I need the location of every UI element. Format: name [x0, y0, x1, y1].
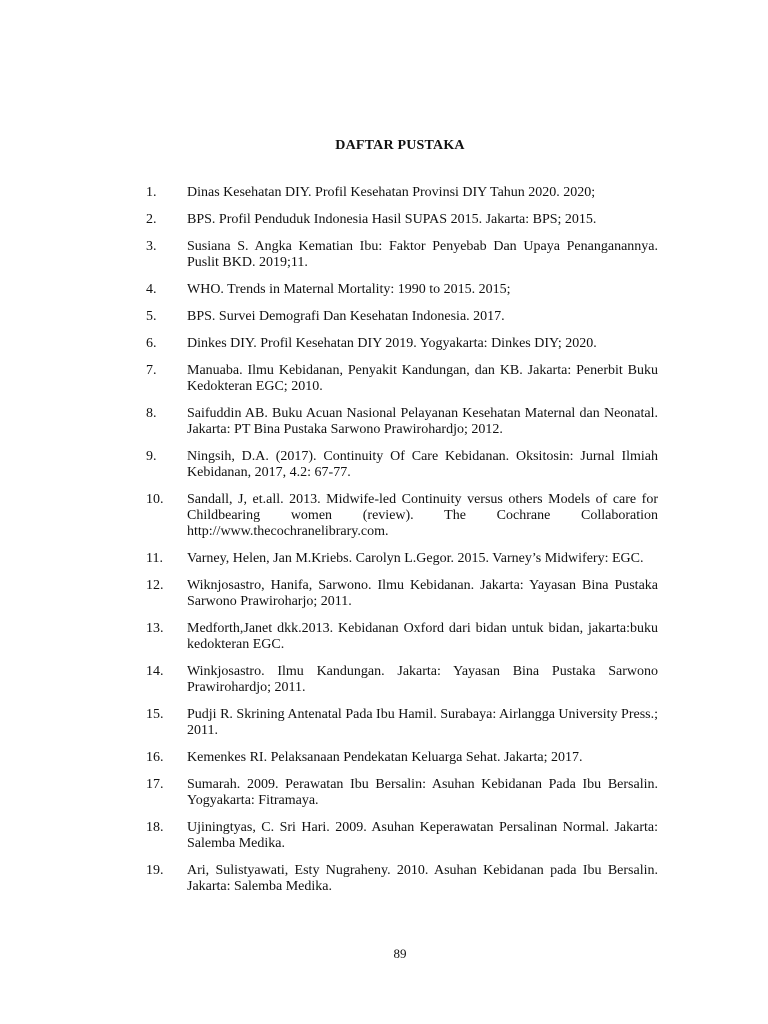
reference-text: Pudji R. Skrining Antenatal Pada Ibu Hamil. Surabaya: Airlangga University Press.; 2011. [187, 707, 658, 738]
reference-item [146, 621, 658, 653]
page-title: DAFTAR PUSTAKA [335, 138, 465, 153]
page-number: 89 [393, 946, 407, 961]
reference-item [146, 336, 658, 352]
reference-text: Winkjosastro. Ilmu Kandungan. Jakarta: Yayasan Bina Pustaka Sarwono Prawirohardjo; 2011. [187, 664, 658, 695]
reference-list [146, 185, 658, 906]
reference-number: 1. [146, 185, 157, 200]
reference-number: 3. [146, 239, 157, 254]
reference-item [146, 820, 658, 852]
reference-item [146, 578, 658, 610]
reference-number: 12. [146, 578, 164, 593]
reference-number: 9. [146, 449, 157, 464]
reference-text: Ningsih, D.A. (2017). Continuity Of Care Kebidanan. Oksitosin: Jurnal Ilmiah Kebidanan, 2017, 4.2: 67-77. [187, 449, 658, 480]
reference-item [146, 282, 658, 298]
reference-number: 16. [146, 750, 164, 765]
reference-number: 18. [146, 820, 164, 835]
reference-item [146, 185, 658, 201]
reference-text: Manuaba. Ilmu Kebidanan, Penyakit Kandungan, dan KB. Jakarta: Penerbit Buku Kedokteran EGC; 2010. [187, 363, 658, 394]
reference-text: Varney, Helen, Jan M.Kriebs. Carolyn L.Gegor. 2015. Varney’s Midwifery: EGC. [187, 551, 644, 566]
reference-number: 11. [146, 551, 163, 566]
reference-text: Medforth,Janet dkk.2013. Kebidanan Oxford dari bidan untuk bidan, jakarta:buku kedokteran EGC. [187, 621, 658, 652]
reference-number: 5. [146, 309, 157, 324]
reference-text: Sumarah. 2009. Perawatan Ibu Bersalin: Asuhan Kebidanan Pada Ibu Bersalin. Yogyakarta: Fitramaya. [187, 777, 658, 808]
reference-number: 4. [146, 282, 157, 297]
reference-item [146, 551, 658, 567]
reference-item [146, 309, 658, 325]
reference-item [146, 492, 658, 540]
reference-number: 7. [146, 363, 157, 378]
reference-number: 14. [146, 664, 164, 679]
reference-item [146, 707, 658, 739]
reference-item [146, 239, 658, 271]
reference-number: 19. [146, 863, 164, 878]
reference-text: BPS. Profil Penduduk Indonesia Hasil SUPAS 2015. Jakarta: BPS; 2015. [187, 212, 597, 227]
reference-item [146, 449, 658, 481]
reference-text: Dinas Kesehatan DIY. Profil Kesehatan Provinsi DIY Tahun 2020. 2020; [187, 185, 596, 200]
reference-number: 10. [146, 492, 164, 507]
reference-text: Susiana S. Angka Kematian Ibu: Faktor Penyebab Dan Upaya Penanganannya. Puslit BKD. 2019;11. [187, 239, 658, 270]
reference-item [146, 212, 658, 228]
reference-text: Sandall, J, et.all. 2013. Midwife-led Continuity versus others Models of care for Childbearing women (review). The Cochrane Collaboration http://www.thecochranelibrary.com. [187, 492, 658, 539]
reference-item [146, 777, 658, 809]
reference-text: Saifuddin AB. Buku Acuan Nasional Pelayanan Kesehatan Maternal dan Neonatal. Jakarta: PT Bina Pustaka Sarwono Prawirohardjo; 2012. [187, 406, 658, 437]
reference-text: BPS. Survei Demografi Dan Kesehatan Indonesia. 2017. [187, 309, 505, 324]
reference-number: 13. [146, 621, 164, 636]
reference-item [146, 406, 658, 438]
reference-text: Dinkes DIY. Profil Kesehatan DIY 2019. Yogyakarta: Dinkes DIY; 2020. [187, 336, 597, 351]
reference-text: WHO. Trends in Maternal Mortality: 1990 to 2015. 2015; [187, 282, 511, 297]
reference-number: 6. [146, 336, 157, 351]
reference-item [146, 750, 658, 766]
reference-text: Ari, Sulistyawati, Esty Nugraheny. 2010. Asuhan Kebidanan pada Ibu Bersalin. Jakarta: Salemba Medika. [187, 863, 658, 894]
reference-text: Kemenkes RI. Pelaksanaan Pendekatan Keluarga Sehat. Jakarta; 2017. [187, 750, 583, 765]
reference-number: 17. [146, 777, 164, 792]
reference-number: 2. [146, 212, 157, 227]
reference-item [146, 863, 658, 895]
reference-text: Ujiningtyas, C. Sri Hari. 2009. Asuhan Keperawatan Persalinan Normal. Jakarta: Salemba Medika. [187, 820, 658, 851]
reference-text: Wiknjosastro, Hanifa, Sarwono. Ilmu Kebidanan. Jakarta: Yayasan Bina Pustaka Sarwono Prawiroharjo; 2011. [187, 578, 658, 609]
reference-item [146, 363, 658, 395]
reference-number: 15. [146, 707, 164, 722]
reference-number: 8. [146, 406, 157, 421]
reference-item [146, 664, 658, 696]
